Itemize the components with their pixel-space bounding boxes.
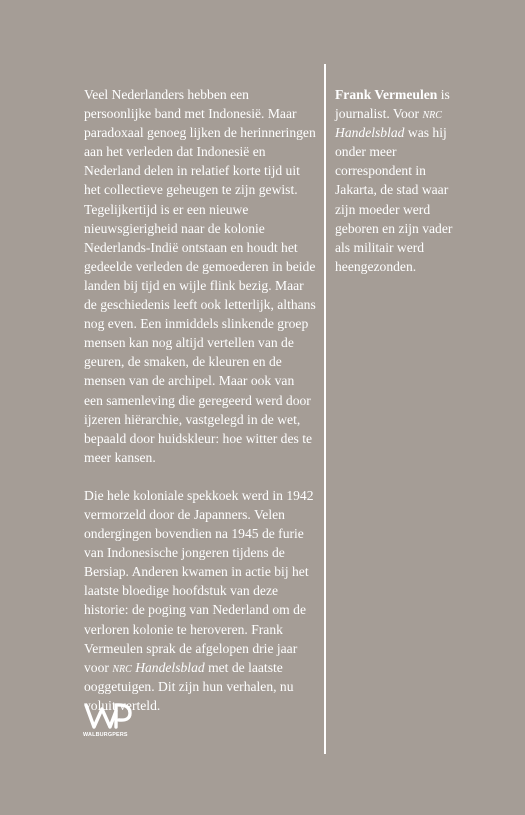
nrc-handelsblad-title: [112, 660, 204, 675]
nrc-label: nrc: [112, 659, 132, 675]
blurb-paragraph-2: [84, 486, 316, 715]
blurb-paragraph-1: Veel Nederlanders hebben een persoonlijke band met Indonesië. Maar paradoxaal genoeg lijken de herinneringen aan het verleden dat Indonesië en Nederland delen in relatief korte tijd uit het collectieve geheugen te zijn gewist. Tegelijkertijd is er een nieuwe nieuwsgierigheid naar de kolonie Nederlands-Indië ontstaan en houdt het gedeelde verleden de gemoederen in beide landen bij tijd en wijle flink bezig. Maar de geschiedenis leeft ook letterlijk, althans nog even. Een inmiddels slinkende groep mensen kan nog altijd vertellen van de geuren, de smaken, de kleuren en de mensen van de archipel. Maar ook van een samenleving die geregeerd werd door ijzeren hiërarchie, vastgelegd in de wet, bepaald door huidskleur: hoe witter des te meer kansen.: [84, 87, 316, 465]
column-divider: [324, 64, 326, 754]
blurb-paragraph-2-end: met de laatste ooggetuigen. Dit zijn hun verhalen, nu voluit verteld.: [84, 659, 294, 713]
author-bio-handelsblad: Handelsblad: [335, 125, 405, 141]
handelsblad-label: Handelsblad: [135, 659, 205, 675]
author-name: Frank Vermeulen: [335, 87, 438, 102]
author-bio-intro: is journalist. Voor: [335, 87, 450, 122]
blurb: [84, 85, 316, 715]
publisher-logo: [83, 701, 143, 741]
blurb-paragraph-2-text: Die hele koloniale spekkoek werd in 1942 vermorzeld door de Japanners. Velen ondergingen bovendien na 1945 de furie van Indonesische jongeren tijdens de Bersiap. Anderen kwamen in actie bij het laatste bloedige hoofdstuk van deze historie: de poging van Nederland om de verloren kolonie te heroveren. Frank Vermeulen sprak de afgelopen drie jaar voor: [84, 487, 314, 675]
publisher-logo-text: WALBURGPERS: [83, 732, 128, 738]
walburg-pers-logo-icon: [83, 701, 143, 731]
author-bio-nrc: nrc: [422, 106, 442, 122]
author-bio-rest: was hij onder meer correspondent in Jakarta, de stad waar zijn moeder werd geboren en zijn vader als militair werd heengezonden.: [335, 125, 453, 274]
author-bio: [335, 85, 455, 276]
